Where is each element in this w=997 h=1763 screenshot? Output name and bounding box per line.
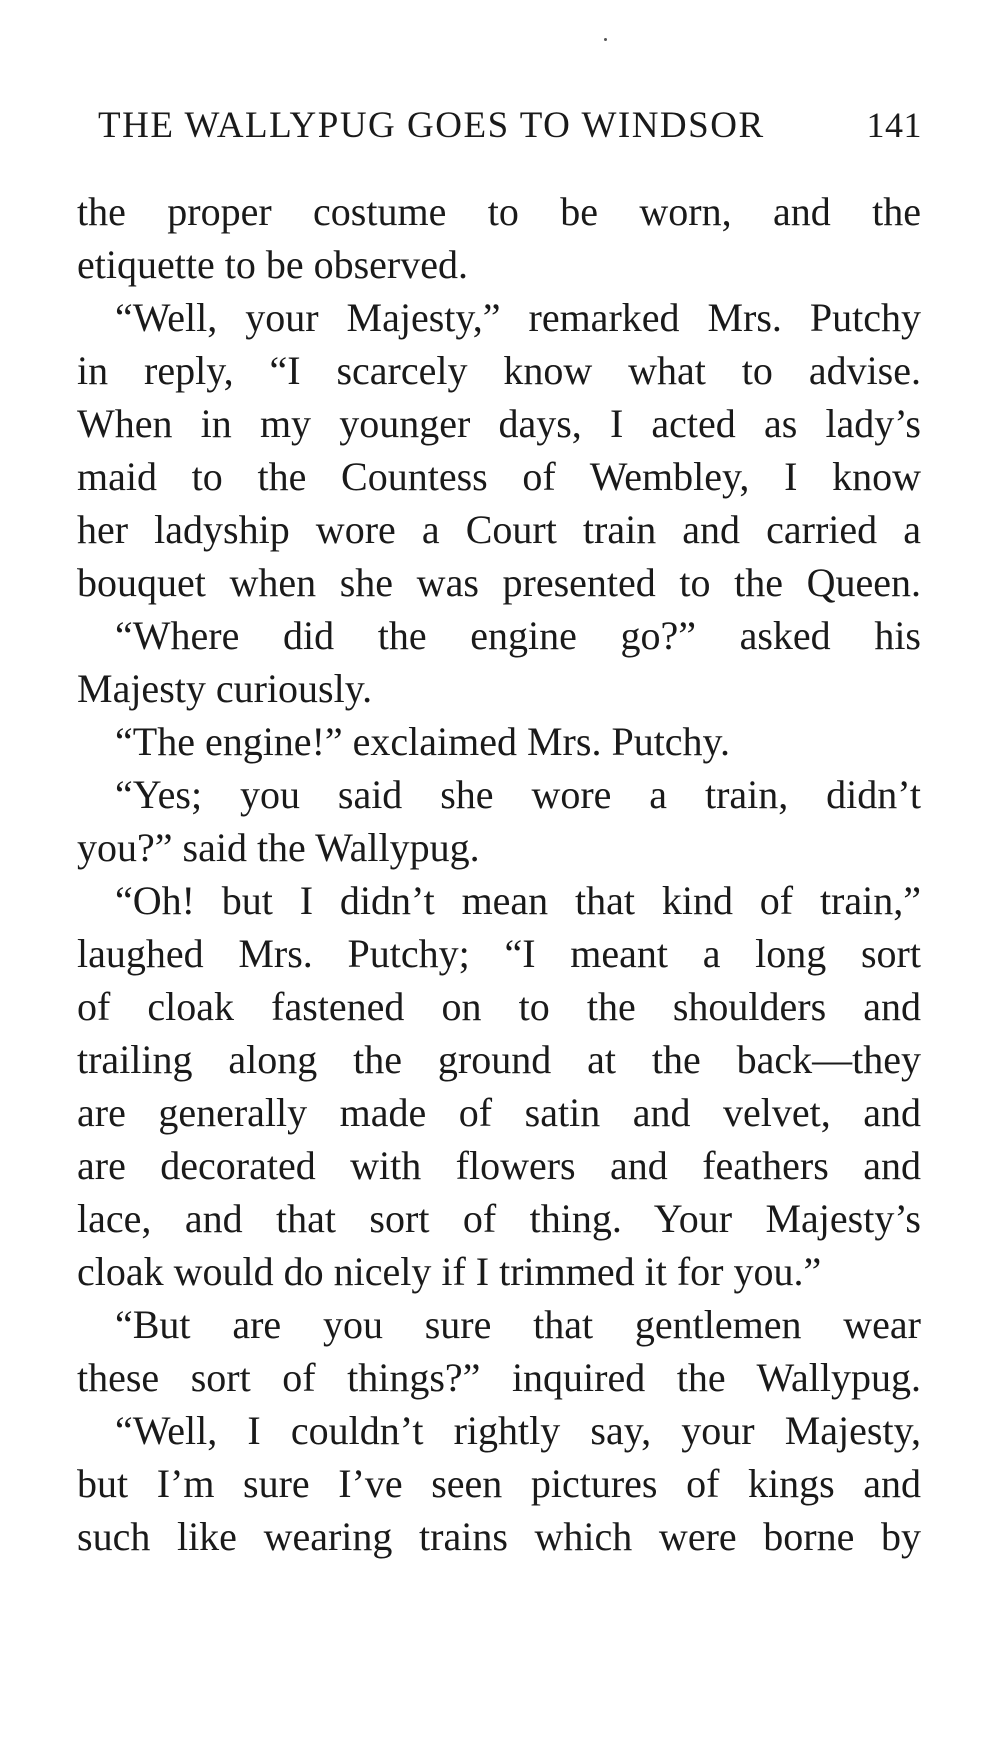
running-title: THE WALLYPUG GOES TO WINDSOR bbox=[98, 105, 765, 146]
text-line: “Yes; you said she wore a train, didn’t bbox=[115, 772, 921, 817]
text-line: When in my younger days, I acted as lady’s bbox=[77, 401, 921, 446]
text-line: “The engine!” exclaimed Mrs. Putchy. bbox=[115, 719, 730, 764]
text-line: these sort of things?” inquired the Wallypug. bbox=[77, 1355, 921, 1400]
text-line: “Oh! but I didn’t mean that kind of train,” bbox=[115, 878, 921, 923]
text-line: of cloak fastened on to the shoulders and bbox=[77, 984, 921, 1029]
running-head bbox=[98, 104, 922, 154]
text-line: are generally made of satin and velvet, and bbox=[77, 1090, 921, 1135]
text-line: lace, and that sort of thing. Your Majesty’s bbox=[77, 1196, 921, 1241]
text-line: “Well, I couldn’t rightly say, your Majesty, bbox=[115, 1408, 921, 1453]
text-line: her ladyship wore a Court train and carried a bbox=[77, 507, 921, 552]
text-line: etiquette to be observed. bbox=[77, 242, 468, 287]
text-line: “Well, your Majesty,” remarked Mrs. Putchy bbox=[115, 295, 921, 340]
page-number: 141 bbox=[866, 105, 922, 145]
text-line: Majesty curiously. bbox=[77, 666, 373, 711]
text-line: but I’m sure I’ve seen pictures of kings and bbox=[77, 1461, 921, 1506]
text-line: bouquet when she was presented to the Queen. bbox=[77, 560, 921, 605]
text-line: the proper costume to be worn, and the bbox=[77, 189, 921, 234]
text-line: “But are you sure that gentlemen wear bbox=[115, 1302, 921, 1347]
text-line: “Where did the engine go?” asked his bbox=[115, 613, 921, 658]
text-line: are decorated with flowers and feathers and bbox=[77, 1143, 921, 1188]
text-line: laughed Mrs. Putchy; “I meant a long sort bbox=[77, 931, 921, 976]
page-speck bbox=[604, 38, 607, 41]
text-line: maid to the Countess of Wembley, I know bbox=[77, 454, 921, 499]
text-line: such like wearing trains which were borne by bbox=[77, 1514, 921, 1559]
text-line: you?” said the Wallypug. bbox=[77, 825, 480, 870]
body-text bbox=[77, 185, 921, 1563]
text-line: cloak would do nicely if I trimmed it for you.” bbox=[77, 1249, 822, 1294]
text-line: in reply, “I scarcely know what to advise. bbox=[77, 348, 921, 393]
text-line: trailing along the ground at the back—they bbox=[77, 1037, 921, 1082]
